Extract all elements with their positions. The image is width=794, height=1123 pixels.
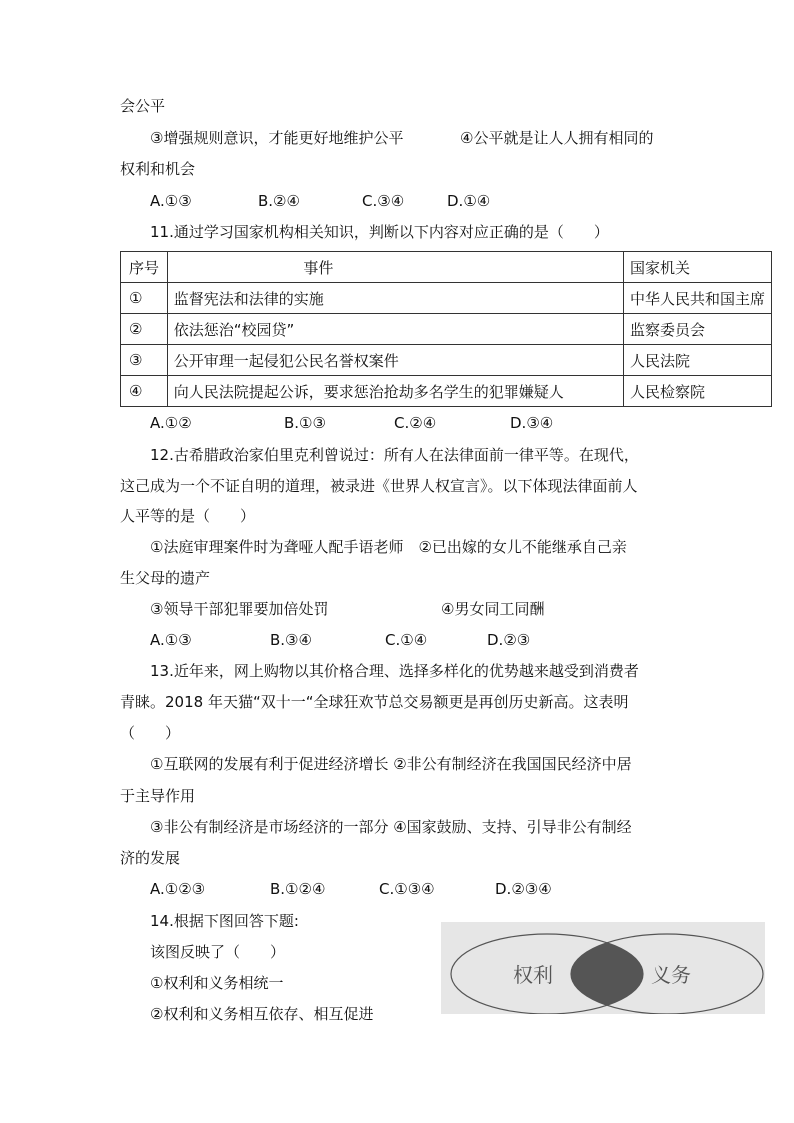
table-cell: 监督宪法和法律的实施 <box>167 283 623 314</box>
rights-label: 权利 <box>513 963 553 987</box>
question-12: 12.古希腊政治家伯里克利曾说过：所有人在法律面前一律平等。在现代， <box>150 446 639 464</box>
table-cell: ③ <box>121 345 168 376</box>
table-cell: 中华人民共和国主席 <box>623 283 771 314</box>
table-row <box>121 376 772 407</box>
option-a: A.①② <box>150 414 192 432</box>
option-d: D.①④ <box>447 192 491 210</box>
text-line: ③增强规则意识，才能更好地维护公平 <box>150 129 404 147</box>
rights-duties-venn-figure <box>441 922 765 1014</box>
option-a: A.①③ <box>150 631 192 649</box>
table-cell: 公开审理一起侵犯公民名誉权案件 <box>167 345 623 376</box>
question-11-table <box>120 251 772 407</box>
option-a: A.①③ <box>150 192 192 210</box>
option-c: C.③④ <box>362 192 405 210</box>
text-line: ①法庭审理案件时为聋哑人配手语老师 ②已出嫁的女儿不能继承自己亲 <box>150 538 627 556</box>
table-header-cell: 序号 <box>121 252 168 283</box>
text-line: ②权利和义务相互依存、相互促进 <box>150 1005 374 1023</box>
table-cell: 人民检察院 <box>623 376 771 407</box>
text-line: ③非公有制经济是市场经济的一部分 ④国家鼓励、支持、引导非公有制经 <box>150 818 632 836</box>
table-row <box>121 345 772 376</box>
text-line: 该图反映了（ ） <box>150 943 286 961</box>
table-cell: 依法惩治“校园贷” <box>167 314 623 345</box>
option-b: B.②④ <box>258 192 300 210</box>
table-cell: 向人民法院提起公诉，要求惩治抢劫多名学生的犯罪嫌疑人 <box>167 376 623 407</box>
text-line: 这己成为一个不证自明的道理，被录进《世界人权宣言》。以下体现法律面前人 <box>120 477 638 495</box>
text-line: ③领导干部犯罪要加倍处罚 <box>150 600 329 618</box>
option-b: B.①③ <box>284 414 326 432</box>
text-line: ①权利和义务相统一 <box>150 974 284 992</box>
table-row <box>121 283 772 314</box>
text-line: 生父母的遗产 <box>120 569 211 587</box>
venn-diagram <box>441 922 765 1014</box>
option-c: C.①④ <box>385 631 428 649</box>
option-c: C.②④ <box>394 414 437 432</box>
table-header-cell: 事件 <box>167 252 623 283</box>
text-line: 于主导作用 <box>120 787 196 805</box>
text-line: 青睐。2018 年天猫“双十一“全球狂欢节总交易额更是再创历史新高。这表明 <box>120 693 629 711</box>
table-header-cell: 国家机关 <box>623 252 771 283</box>
option-d: D.②③④ <box>495 880 552 898</box>
table-cell: 人民法院 <box>623 345 771 376</box>
duties-label: 义务 <box>651 963 691 987</box>
text-line: 会公平 <box>120 97 166 115</box>
text-line: 人平等的是（ ） <box>120 507 256 525</box>
table-cell: ④ <box>121 376 168 407</box>
table-row <box>121 314 772 345</box>
question-14: 14.根据下图回答下题: <box>150 912 299 930</box>
text-line: 济的发展 <box>120 849 181 867</box>
option-a: A.①②③ <box>150 880 206 898</box>
option-b: B.①②④ <box>270 880 326 898</box>
text-line: （ ） <box>120 724 181 742</box>
table-header-row <box>121 252 772 283</box>
text-line: ④公平就是让人人拥有相同的 <box>460 129 654 147</box>
text-line: ④男女同工同酬 <box>441 600 545 618</box>
table-cell: ① <box>121 283 168 314</box>
text-line: ①互联网的发展有利于促进经济增长 ②非公有制经济在我国国民经济中居 <box>150 755 632 773</box>
question-13: 13.近年来，网上购物以其价格合理、选择多样化的优势越来越受到消费者 <box>150 662 639 680</box>
option-d: D.③④ <box>510 414 554 432</box>
option-b: B.③④ <box>270 631 312 649</box>
text-line: 权利和机会 <box>120 160 196 178</box>
table-cell: ② <box>121 314 168 345</box>
question-11: 11.通过学习国家机构相关知识，判断以下内容对应正确的是（ ） <box>150 223 609 241</box>
option-c: C.①③④ <box>379 880 435 898</box>
option-d: D.②③ <box>487 631 531 649</box>
table-cell: 监察委员会 <box>623 314 771 345</box>
